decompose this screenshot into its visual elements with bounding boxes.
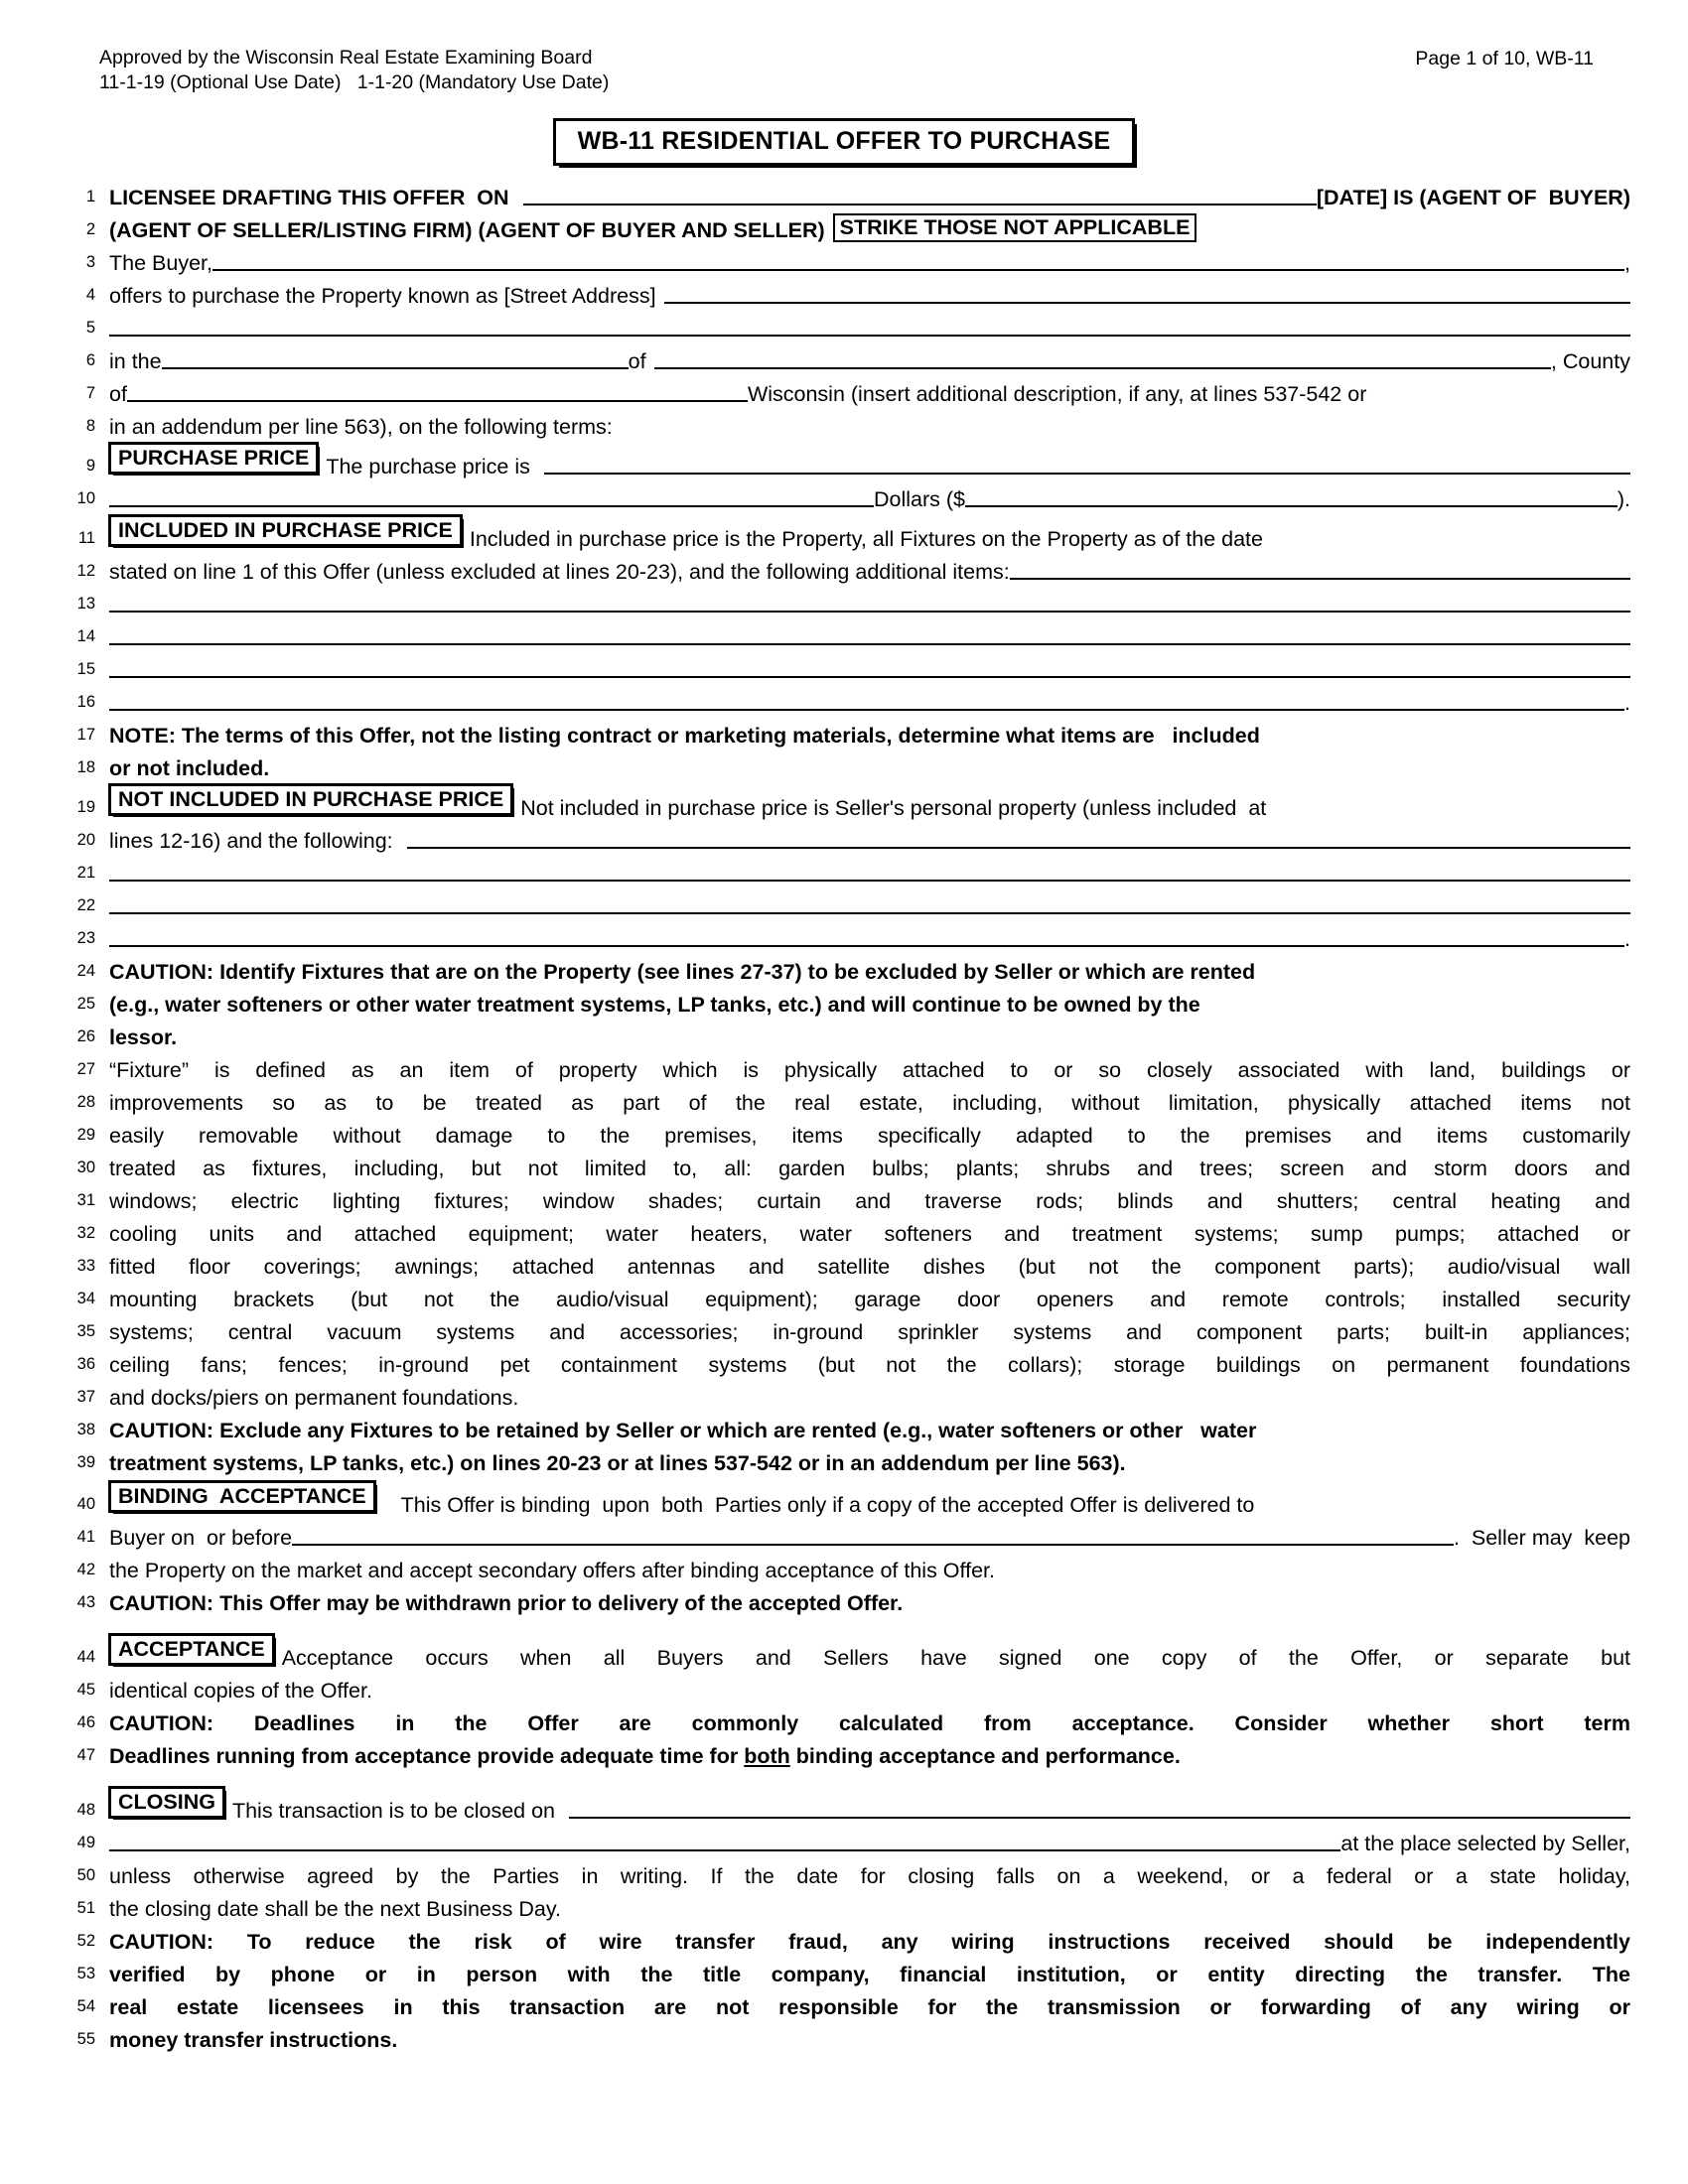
line-number: 19 [76,797,95,816]
line-number: 52 [76,1931,95,1950]
form-line-9 [0,439,1688,478]
form-line-14 [0,616,1688,649]
additional-items-blank-13[interactable] [109,611,1630,613]
caution-fixtures-3: lessor. [109,1024,178,1049]
line-number: 54 [76,1996,95,2015]
line-number: 8 [85,416,95,435]
strike-those-not-applicable-chip: STRIKE THOSE NOT APPLICABLE [833,213,1197,242]
caution-wire-4: money transfer instructions. [109,2027,398,2052]
secondary-offers-text: the Property on the market and accept secondary offers after binding acceptance of this Offer. [109,1558,995,1582]
line-number: 51 [76,1898,95,1917]
binding-acceptance-text: This Offer is binding upon both Parties only if a copy of the accepted Offer is delivered to [400,1492,1255,1517]
caution-exclude-1: CAUTION: Exclude any Fixtures to be retained by Seller or which are rented (e.g., water softeners or other water [109,1418,1257,1442]
form-line-10 [0,478,1688,511]
line-number: 3 [85,252,95,271]
form-line-32 [0,1213,1688,1246]
closing-place-blank[interactable] [109,1849,1340,1851]
seller-may-keep-text: . Seller may keep [1453,1525,1630,1550]
form-line-40 [0,1475,1688,1517]
form-line-24 [0,951,1688,984]
form-line-6 [0,341,1688,373]
line-number: 23 [76,928,95,947]
county-name-blank[interactable] [127,400,748,402]
line-number: 11 [77,528,95,547]
form-line-49 [0,1823,1688,1855]
caution-wire-2: verified by phone or in person with the title company, financial institution, or entity directing the transfer. The [109,1962,1630,1986]
line-number: 43 [76,1592,95,1611]
form-line-4 [0,275,1688,308]
form-line-50 [0,1855,1688,1888]
fixture-def-34: mounting brackets (but not the audio/visual equipment); garage door openers and remote controls; installed security [109,1287,1630,1311]
form-line-54 [0,1986,1688,2019]
line-number: 50 [76,1865,95,1884]
form-line-22 [0,886,1688,918]
form-line-39 [0,1442,1688,1475]
agent-roles-label: (AGENT OF SELLER/LISTING FIRM) (AGENT OF BUYER AND SELLER) [109,217,825,242]
line-number: 9 [85,456,95,475]
line-number: 55 [76,2029,95,2048]
fixture-def-27: “Fixture” is defined as an item of property which is physically attached to or so closely associated with land, buildings or [109,1057,1630,1082]
line-number: 21 [76,863,95,882]
form-line-33 [0,1246,1688,1279]
caution-wire-3: real estate licensees in this transaction are not responsible for the transmission or forwarding of any wiring or [109,1994,1630,2019]
form-line-18 [0,748,1688,780]
closing-chip: CLOSING [109,1787,224,1818]
form-line-17 [0,715,1688,748]
form-line-53 [0,1954,1688,1986]
form-line-43 [0,1582,1688,1615]
form-title-container [0,119,1688,165]
line-number: 13 [76,594,95,613]
form-line-15 [0,649,1688,682]
licensee-date-blank[interactable] [523,204,1317,205]
comma: , [1624,250,1630,275]
form-line-35 [0,1311,1688,1344]
line-number: 34 [76,1289,95,1307]
licensee-drafting-label: LICENSEE DRAFTING THIS OFFER ON [109,185,509,209]
purchase-price-text: The purchase price is [326,454,530,478]
form-line-38 [0,1410,1688,1442]
caution-fixtures-1: CAUTION: Identify Fixtures that are on the Property (see lines 27-37) to be excluded by Seller or which are rented [109,959,1256,984]
form-line-19 [0,780,1688,820]
form-line-42 [0,1550,1688,1582]
closing-business-day-text: the closing date shall be the next Business Day. [109,1896,561,1921]
line-number: 32 [76,1223,95,1242]
wisconsin-description-text: Wisconsin (insert additional description, if any, at lines 537-542 or [747,381,1367,406]
purchase-price-blank[interactable] [544,473,1630,475]
agent-of-buyer-label: [DATE] IS (AGENT OF BUYER) [1316,185,1630,209]
line-number: 29 [76,1125,95,1144]
line-number: 41 [76,1527,95,1546]
caution-deadlines-1: CAUTION: Deadlines in the Offer are commonly calculated from acceptance. Consider whether short term [109,1710,1630,1735]
fixture-def-30: treated as fixtures, including, but not limited to, all: garden bulbs; plants; shrubs and trees; screen and storm doors and [109,1156,1630,1180]
form-line-46 [0,1703,1688,1735]
addendum-terms-text: in an addendum per line 563), on the following terms: [109,414,613,439]
form-line-26 [0,1017,1688,1049]
caution-fixtures-2: (e.g., water softeners or other water treatment systems, LP tanks, etc.) and will continue to be owned by the [109,992,1200,1017]
line-number: 33 [76,1256,95,1275]
not-included-blank[interactable] [407,847,1630,849]
form-line-8 [0,406,1688,439]
place-selected-by-seller-text: at the place selected by Seller, [1340,1831,1630,1855]
county-label: , County [1550,348,1630,373]
line-number: 46 [76,1712,95,1731]
line-number: 48 [76,1800,95,1819]
line-number: 20 [76,830,95,849]
purchase-price-chip: PURCHASE PRICE [109,443,318,474]
form-line-20 [0,820,1688,853]
form-line-51 [0,1888,1688,1921]
caution-wire-1: CAUTION: To reduce the risk of wire transfer fraud, any wiring instructions received should be independently [109,1929,1630,1954]
form-line-48 [0,1781,1688,1823]
form-line-29 [0,1115,1688,1148]
form-line-7 [0,373,1688,406]
not-included-in-purchase-price-chip: NOT INCLUDED IN PURCHASE PRICE [109,784,512,815]
line-number: 53 [76,1964,95,1982]
form-line-11 [0,511,1688,551]
closing-weekend-text: unless otherwise agreed by the Parties in writing. If the date for closing falls on a weekend, or a federal or a state holiday, [109,1863,1630,1888]
line-number: 7 [85,383,95,402]
caution-withdrawn-text: CAUTION: This Offer may be withdrawn prior to delivery of the accepted Offer. [109,1590,904,1615]
dollars-label: Dollars ($ [874,486,965,511]
form-line-44 [0,1628,1688,1670]
in-the-label: in the [109,348,162,373]
line-number: 30 [76,1158,95,1176]
line-number: 45 [76,1680,95,1699]
line-number: 38 [76,1420,95,1438]
binding-acceptance-date-blank[interactable] [292,1544,1454,1546]
purchase-price-numeric-blank[interactable] [965,505,1618,507]
line-number: 36 [76,1354,95,1373]
period: . [1624,926,1630,951]
fixture-def-36: ceiling fans; fences; in-ground pet containment systems (but not the collars); storage buildings on permanent foundations [109,1352,1630,1377]
line-number: 28 [76,1092,95,1111]
line-number: 42 [76,1560,95,1578]
line-number: 25 [76,994,95,1013]
both-emphasis: both [744,1743,790,1768]
additional-items-blank[interactable] [1010,578,1630,580]
approval-block [99,46,609,95]
line-number: 39 [76,1452,95,1471]
closing-text: This transaction is to be closed on [231,1798,556,1823]
note-text-2: or not included. [109,755,270,780]
line-number: 15 [76,659,95,678]
line-number: 1 [85,187,95,205]
form-line-23 [0,918,1688,951]
caution-deadlines-2b: binding acceptance and performance. [789,1743,1181,1768]
page-number-label: Page 1 of 10, WB-11 [1415,48,1594,69]
fixture-def-33: fitted floor coverings; awnings; attached antennas and satellite dishes (but not the component parts); audio/visual wall [109,1254,1630,1279]
line-number: 12 [76,561,95,580]
additional-items-blank-14[interactable] [109,643,1630,645]
line-number: 4 [85,285,95,304]
additional-items-blank-15[interactable] [109,676,1630,678]
caution-exclude-2: treatment systems, LP tanks, etc.) on lines 20-23 or at lines 537-542 or in an addendum per line 563). [109,1450,1126,1475]
form-line-12 [0,551,1688,584]
form-line-25 [0,984,1688,1017]
line-number: 40 [76,1494,95,1513]
form-line-52 [0,1921,1688,1954]
approval-line-1: Approved by the Wisconsin Real Estate Examining Board [99,47,593,68]
binding-acceptance-chip: BINDING ACCEPTANCE [109,1481,375,1512]
form-line-31 [0,1180,1688,1213]
lines-12-16-label: lines 12-16) and the following: [109,828,393,853]
the-buyer-label: The Buyer, [109,250,212,275]
buyer-on-or-before-label: Buyer on or before [109,1525,293,1550]
caution-deadlines-2a: Deadlines running from acceptance provide adequate time for [109,1743,745,1768]
street-address-label: offers to purchase the Property known as [Street Address] [109,283,656,308]
additional-items-blank-16[interactable] [109,709,1624,711]
included-text: Included in purchase price is the Property, all Fixtures on the Property as of the date [469,526,1263,551]
form-line-47 [0,1735,1688,1768]
form-line-37 [0,1377,1688,1410]
municipality-name-blank[interactable] [654,367,1551,369]
not-included-blank-21[interactable] [109,880,1630,882]
fixture-def-29: easily removable without damage to the premises, items specifically adapted to the premises and items customarily [109,1123,1630,1148]
line-number: 14 [76,626,95,645]
street-address-blank[interactable] [664,302,1630,304]
purchase-price-words-blank[interactable] [109,505,874,507]
line-number: 24 [76,961,95,980]
line-number: 2 [85,219,95,238]
approval-line-2: 11-1-19 (Optional Use Date) 1-1-20 (Mandatory Use Date) [99,70,610,93]
form-line-1 [0,177,1688,209]
line-number: 27 [76,1059,95,1078]
form-line-28 [0,1082,1688,1115]
form-line-36 [0,1344,1688,1377]
form-line-5 [0,308,1688,341]
line-number: 47 [76,1745,95,1764]
line-number: 17 [76,725,95,744]
additional-items-label: stated on line 1 of this Offer (unless excluded at lines 20-23), and the following additional items: [109,559,1010,584]
form-line-13 [0,584,1688,616]
address-continuation-blank[interactable] [109,335,1630,337]
fixture-def-28: improvements so as to be treated as part of the real estate, including, without limitation, physically attached items not [109,1090,1630,1115]
form-title: WB-11 RESIDENTIAL OFFER TO PURCHASE [554,119,1135,165]
acceptance-text-2: identical copies of the Offer. [109,1678,372,1703]
of-label: of [109,381,127,406]
included-in-purchase-price-chip: INCLUDED IN PURCHASE PRICE [109,515,462,546]
fixture-def-31: windows; electric lighting fixtures; window shades; curtain and traverse rods; blinds and shutters; central heating and [109,1188,1630,1213]
form-line-34 [0,1279,1688,1311]
form-line-55 [0,2019,1688,2052]
line-number: 37 [76,1387,95,1406]
acceptance-text-1: Acceptance occurs when all Buyers and Sellers have signed one copy of the Offer, or separate but [281,1645,1630,1670]
form-line-45 [0,1670,1688,1703]
of-label: of [628,348,646,373]
line-number: 31 [76,1190,95,1209]
line-number: 10 [76,488,95,507]
closing-paren: ). [1617,486,1630,511]
fixture-def-37: and docks/piers on permanent foundations. [109,1385,519,1410]
buyer-name-blank-short[interactable] [212,269,361,271]
fixture-def-32: cooling units and attached equipment; water heaters, water softeners and treatment systems; sump pumps; attached or [109,1221,1630,1246]
note-text-1: NOTE: The terms of this Offer, not the listing contract or marketing materials, determine what items are included [109,723,1260,748]
form-line-2 [0,209,1688,242]
form-line-27 [0,1049,1688,1082]
line-number: 5 [85,318,95,337]
acceptance-chip: ACCEPTANCE [109,1634,274,1665]
form-line-16 [0,682,1688,715]
fixture-def-35: systems; central vacuum systems and accessories; in-ground sprinkler systems and component parts; built-in appliances; [109,1319,1630,1344]
line-number: 35 [76,1321,95,1340]
not-included-blank-23[interactable] [109,945,1624,947]
form-line-41 [0,1517,1688,1550]
line-number: 18 [76,757,95,776]
municipality-blank[interactable] [162,367,629,369]
form-line-3 [0,242,1688,275]
line-number: 6 [85,350,95,369]
line-number: 26 [76,1026,95,1045]
form-body [0,177,1688,2052]
closing-date-blank[interactable] [569,1817,1630,1819]
line-number: 49 [76,1833,95,1851]
line-number: 16 [76,692,95,711]
form-line-21 [0,853,1688,886]
not-included-blank-22[interactable] [109,912,1630,914]
period: . [1624,690,1630,715]
page-header [99,46,1594,95]
line-number: 44 [76,1647,95,1666]
buyer-name-blank[interactable] [361,269,1624,271]
form-line-30 [0,1148,1688,1180]
not-included-text: Not included in purchase price is Seller's personal property (unless included at [520,795,1267,820]
line-number: 22 [76,895,95,914]
